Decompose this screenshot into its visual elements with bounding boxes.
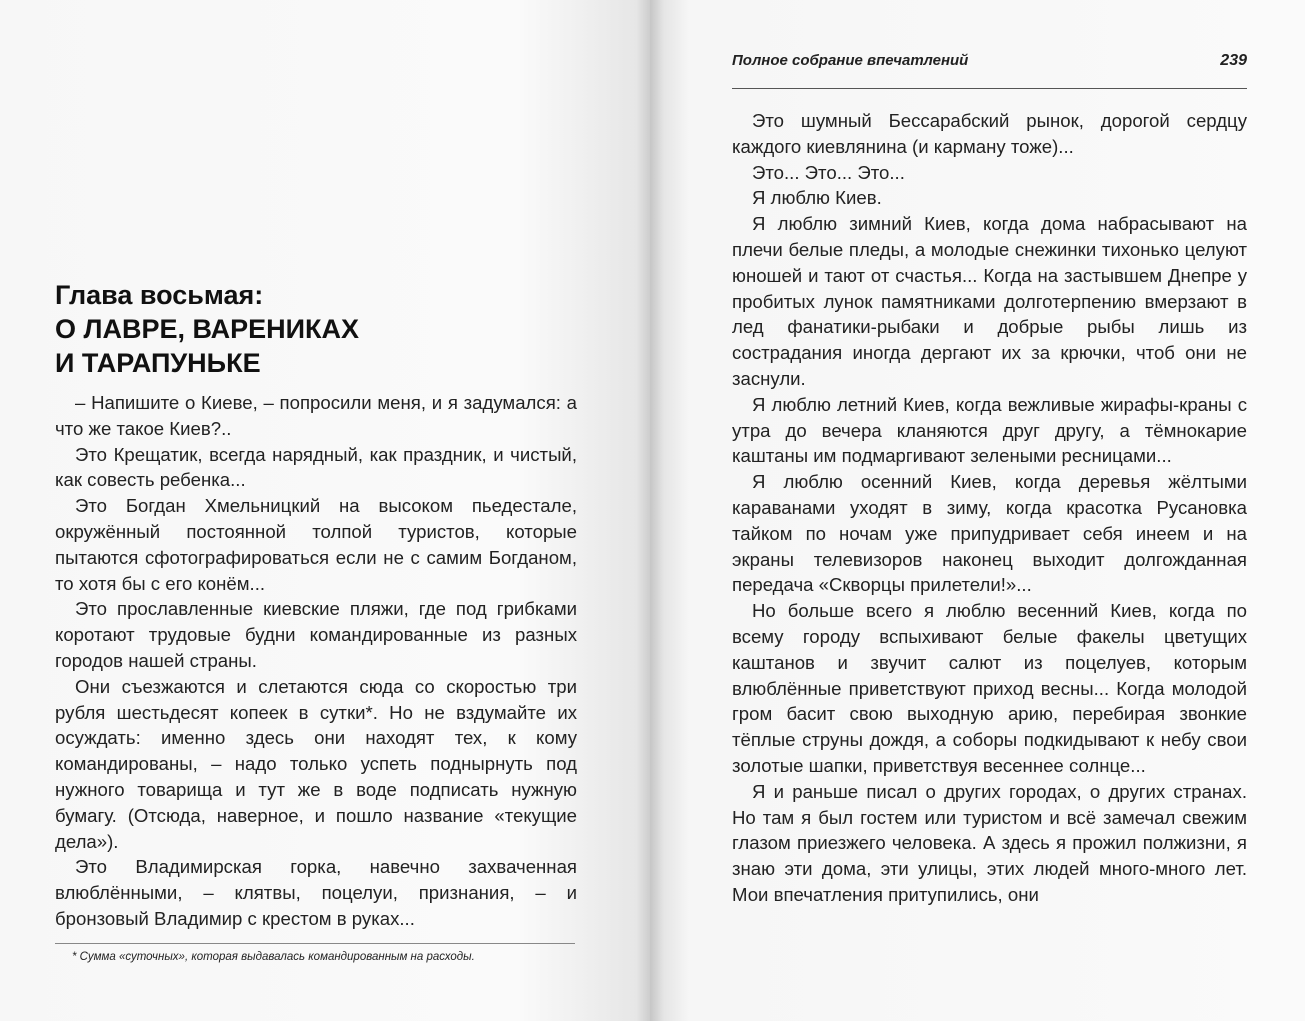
header-divider [732, 88, 1247, 89]
paragraph: Это Богдан Хмельницкий на высоком пьедестале, окружённый постоянной толпой туристов, которые пытаются сфотографироваться если не с самим Богданом, то хотя бы с его конём... [55, 495, 577, 594]
running-title: Полное собрание впечатлений [732, 52, 969, 69]
chapter-heading [55, 278, 575, 380]
paragraph: Это... Это... Это... [752, 161, 905, 183]
page-number: 239 [1220, 52, 1247, 69]
paragraph: Я люблю зимний Киев, когда дома набрасывают на плечи белые пледы, а молодые снежинки тихонько целуют юношей и тают от счастья... Когда на застывшем Днепре у пробитых лунок памятниками долготерпению вмерзают в лед фанатики-рыбаки и добрые рыбы лишь из сострадания иногда дергают их за крючки, чтоб они не заснули. [732, 213, 1247, 389]
paragraph: Они съезжаются и слетаются сюда со скоростью три рубля шестьдесят копеек в сутки*. Но не вздумайте их осуждать: именно здесь они находят тех, к кому командированы, – надо только успеть поднырнуть под нужного товарища и тут же в воде подписать нужную бумагу. (Отсюда, наверное, и пошло название «текущие дела»). [55, 675, 577, 852]
chapter-title-line-2: И ТАРАПУНЬКЕ [55, 348, 261, 378]
paragraph: – Напишите о Киеве, – попросили меня, и я задумался: а что же такое Киев?.. [55, 392, 577, 439]
footnote: * Сумма «суточных», которая выдавалась командированным на расходы. [72, 951, 475, 963]
paragraph: Это Владимирская горка, навечно захваченная влюблёнными, – клятвы, поцелуи, признания, – и бронзовый Владимир с крестом в руках... [55, 856, 577, 929]
book-gutter [636, 0, 664, 1021]
paragraph: Это Крещатик, всегда нарядный, как праздник, и чистый, как совесть ребенка... [55, 443, 577, 491]
footnote-divider [55, 943, 575, 944]
right-body-text [732, 108, 1247, 908]
chapter-label: Глава восьмая: [55, 280, 264, 310]
paragraph: Я люблю Киев. [752, 187, 882, 209]
paragraph: Но больше всего я люблю весенний Киев, когда по всему городу вспыхивают белые факелы цветущих каштанов и звучит салют из поцелуев, которым влюблённые приветствуют приход весны... Когда молодой гром басит свою выходную арию, перебирая звонкие тёплые струны дождя, а соборы подкидывают к небу свои золотые шапки, приветствуя весеннее солнце... [732, 600, 1247, 776]
paragraph: Это прославленные киевские пляжи, где под грибками коротают трудовые будни командированные из разных городов нашей страны. [55, 598, 577, 671]
left-body-text [55, 390, 577, 932]
paragraph: Я люблю летний Киев, когда вежливые жирафы-краны с утра до вечера кланяются друг другу, а тёмнокарие каштаны им подмаргивают зелеными ресницами... [732, 393, 1247, 467]
paragraph: Это шумный Бессарабский рынок, дорогой сердцу каждого киевлянина (и карману тоже)... [732, 110, 1247, 157]
running-header [732, 52, 1247, 74]
paragraph: Я и раньше писал о других городах, о других странах. Но там я был гостем или туристом и всё замечал свежим глазом приезжего человека. А здесь я прожил полжизни, я знаю эти дома, эти улицы, этих людей много-много лет. Мои впечатления притупились, они [732, 780, 1247, 905]
paragraph: Я люблю осенний Киев, когда деревья жёлтыми караванами уходят в зиму, когда красотка Русановка тайком по ночам уже припудривает себя инеем и на экраны телевизоров наконец выходит долгожданная передача «Скворцы прилетели!»... [732, 471, 1247, 596]
chapter-title-line-1: О ЛАВРЕ, ВАРЕНИКАХ [55, 314, 360, 344]
